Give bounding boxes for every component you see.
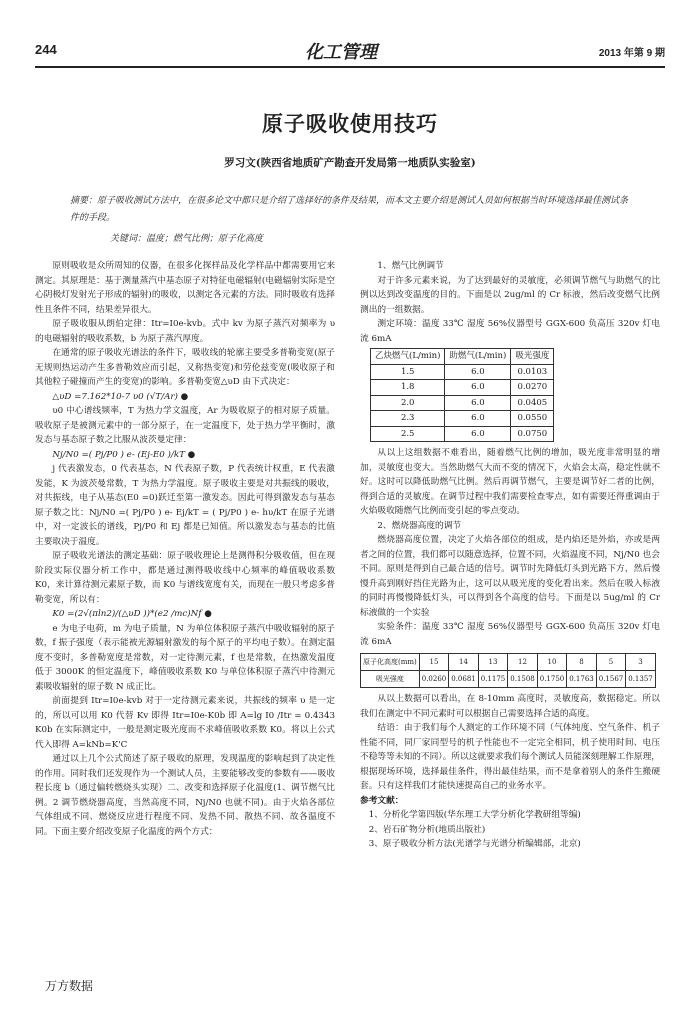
paragraph: 原则吸收是众所周知的仪器，在很多化探样品及化学样品中都需要用它来测定。其原理是：基于测量蒸汽中基态原子对特征电磁辐射(电磁辐射实际是空心阴极灯发射光子形成的辐射)的吸收，以测定各元素的方法。同时吸收有选择性且条件不同，结果差异很大。 [35, 261, 335, 315]
issue-label: 2013 年第 9 期 [598, 48, 665, 59]
left-column [35, 259, 335, 839]
table-cell: 6.0 [445, 380, 511, 396]
paragraph: 从以上数据可以看出，在 8-10mm 高度时，灵敏度高，数据稳定。所以我们在测定中不同元素时可以根据自己需要选择合适的高度。 [360, 694, 660, 719]
table-cell: 0.0750 [511, 426, 554, 442]
table-cell: 0.0103 [511, 364, 554, 380]
table-cell: 0.1750 [537, 671, 567, 688]
header-rule [35, 66, 665, 68]
right-column [360, 259, 660, 852]
paragraph: j 代表激发态，0 代表基态，N 代表原子数，P 代表统计权重，E 代表激发能，K 为波茨曼常数，T 为热力学温度。原子吸收主要是对共振线的吸收，对共振线，电子从基态(E0 =0)跃迁至第一激发态。因此可得到激发态与基态原子数之比：Nj/N0 =( Pj/P0 ) e- Ej/kT = ( Pj/P0 ) e- hυ/kT 在原子光谱中，对一定波长的谱线，Pj/P0 和 Ej 都是已知值。所以激发态与基态的比值主要取决于温度。 [35, 464, 335, 547]
formula-boltzmann: Nj/N0 =( Pj/P0 ) e- (Ej-E0 )/kT ● [52, 449, 196, 460]
references-list [360, 808, 660, 852]
formula-doppler: △υD =7.162*10-7 υ0 (√T/Ar) ● [52, 391, 189, 402]
table-cell: 2.3 [371, 411, 445, 427]
table-header-cell: 吸光强度 [511, 349, 554, 365]
paragraph: 对于许多元素来说，为了达到最好的灵敏度，必须调节燃气与助燃气的比例以达到改变温度的目的。下面是以 2ug/ml 的 Cr 标液，然后改变燃气比例测出的一组数据。 [360, 275, 660, 315]
article-title: 原子吸收使用技巧 [262, 111, 438, 136]
test-conditions: 测定环境：温度 33℃ 湿度 56%仪器型号 GGX-600 负高压 320v 灯电流 6mA [360, 319, 660, 344]
paragraph: 从以上这组数据不难看出，随着燃气比例的增加，吸光度非常明显的增加，灵敏度也变大。当然助燃气大而不变的情况下，火焰会太高，稳定性就不好。这时可以降低助燃气比例。然后再调节燃气，主要是调节好二者的比例，得到合适的灵敏度。在调节过程中我们需要检查零点，如有需要还得重调由于火焰吸收随燃气比例而变引起的零点变动。 [360, 448, 660, 516]
table-cell: 0.0405 [511, 395, 554, 411]
table-cell: 12 [508, 654, 538, 671]
table-header-row [371, 349, 554, 365]
keywords: 关键词：温度；燃气比例；原子化高度 [110, 234, 264, 244]
table-cell: 0.0260 [419, 671, 449, 688]
table-cell: 3 [626, 654, 656, 671]
page-header [35, 38, 665, 64]
table-cell: 6.0 [445, 364, 511, 380]
table-cell: 5 [596, 654, 626, 671]
table-cell: 13 [478, 654, 508, 671]
paragraph: 原子吸收光谱法的测定基础：原子吸收理论上是测得积分吸收值，但在现阶段实际仪器分析工作中，都是通过测得吸收线中心频率的峰值吸收系数 K0，来计算待测元素原子数，而 K0 与谱线宽度有关，而现在一般只考虑多普勒变宽，所以有： [35, 551, 335, 605]
formula-peak-absorption: K0 =(2√(πln2)/(△υD ))*(e2 /mc)Nf ● [52, 609, 212, 619]
paragraph: 前面提到 Itr=I0e-kvb 对于一定待测元素来说，共振线的频率 υ 是一定的，所以可以用 K0 代替 Kv 即得 Itr=I0e-K0b 即 A=lg I0 /Itr = 0.4343 K0b 在实际测定中，一般是测定吸光度而不求峰值吸收系数 K0。将以上公式代入即得 A=kNb=K'C [35, 696, 335, 750]
table-row [361, 654, 656, 671]
table-cell: 8 [567, 654, 597, 671]
paragraph: e 为电子电荷，m 为电子质量，N 为单位体积原子蒸汽中吸收辐射的原子数，f 振子强度（表示能被光源辐射激发的每个原子的平均电子数）。在测定温度不变时，多普勒宽度是常数，对一定待测元素，f 也是常数，在热激发温度低于 3000K 的恒定温度下，峰值吸收系数 K0 与单位体积原子蒸汽中待测元素吸收辐射的原子数 N 成正比。 [35, 623, 335, 692]
abstract: 摘要：原子吸收测试方法中，在很多论文中都只是介绍了选择好的条件及结果，而本文主要介绍是测试人员如何根据当时环境选择最佳测试条件的手段。 [70, 196, 629, 223]
paragraph: υ0 中心谱线频率，T 为热力学文温度，Ar 为吸收原子的相对原子质量。吸收原子是被测元素中的一部分原子，在一定温度下，处于热力学平衡时，激发态与基态原子数之比服从波茨曼定律： [35, 406, 335, 445]
section-heading: 1、燃气比例调节 [377, 261, 444, 271]
table-cell: 原子化高度(mm) [361, 654, 420, 671]
article-author: 罗习文(陕西省地质矿产勘查开发局第一地质队实验室) [224, 157, 476, 169]
table-cell: 10 [537, 654, 567, 671]
table-row [371, 395, 554, 411]
source-footer: 万方数据 [45, 979, 94, 993]
table-header-cell: 乙炔燃气(L/min) [371, 349, 445, 365]
page-number: 244 [35, 42, 57, 57]
table-cell: 0.1508 [508, 671, 538, 688]
table-cell: 0.1567 [596, 671, 626, 688]
table-row [371, 426, 554, 442]
journal-name: 化工管理 [305, 42, 377, 63]
table-cell: 2.0 [371, 395, 445, 411]
table-cell: 0.0681 [449, 671, 479, 688]
table-header-cell: 助燃气(L/min) [445, 349, 511, 365]
reference-item: 3、原子吸收分析方法(光谱学与光谱分析编辑部，北京) [368, 839, 581, 849]
table-cell: 0.0270 [511, 380, 554, 396]
conclusion: 结语：由于我们每个人测定的工作环境不同（气体纯度、空气条件、机子性能不同，同厂家同型号的机子性能也不一定完全相同，机子使用时间、电压不稳等等未知的不同）。所以这就要求我们每个测试人员能深刻理解工作原理，根据现场环境，选择最佳条件，得出最佳结果，而不是拿着别人的条件生搬硬套。只有这样我们才能快速提高自己的业务水平。 [360, 723, 660, 791]
paragraph: 在通常的原子吸收光谱法的条件下，吸收线的轮廓主要受多普勒变宽(原子无规则热运动产生多普勒效应而引起，又称热变宽)和劳伦兹变宽(吸收原子和其他粒子碰撞而产生的变宽)的影响。多普勒变宽△υD 由下式决定： [35, 348, 335, 387]
table-cell: 14 [449, 654, 479, 671]
table-cell: 6.0 [445, 411, 511, 427]
table-cell: 0.1357 [626, 671, 656, 688]
references-title: 参考文献： [360, 795, 404, 806]
table-cell: 0.1175 [478, 671, 508, 688]
test-conditions: 实验条件：温度 33℃ 湿度 56%仪器型号 GGX-600 负高压 320v 灯电流 6mA [360, 622, 660, 647]
paragraph: 燃烧器高度位置，决定了火焰各部位的组成，是内焰还是外焰，亦或是两者之间的位置，我们都可以随意选择，位置不同，火焰温度不同，Nj/N0 也会不同。原则是得到自己最合适的信号。调节时先降低灯头到光路下方，然后慢慢升高到刚好挡住光路为止，这可以从吸光度的变化看出来。然后在吸入标液的同时再慢慢降低灯头，可以得到各个高度的信号。下面是以 5ug/ml 的 Cr 标液做的一个实验 [360, 535, 660, 618]
table-cell: 6.0 [445, 395, 511, 411]
table-cell: 15 [419, 654, 449, 671]
table-cell: 0.1763 [567, 671, 597, 688]
table-cell: 1.5 [371, 364, 445, 380]
table-cell: 6.0 [445, 426, 511, 442]
paragraph: 通过以上几个公式简述了原子吸收的原理，发现温度的影响起到了决定性的作用。同时我们还发现作为一个测试人员，主要能够改变的参数有——吸收程长度 b（通过偏转燃烧头实现）二、改变和选择原子化温度(1、调节燃气比例。2 调节燃烧器高度，当然高度不同，Nj/N0 也就不同)。由于火焰各部位气体组成不同、燃烧反应进行程度不同、发热不同、散热不同、故各温度不同。下面主要介绍改变原子化温度的两个方式： [35, 754, 335, 837]
table-row [361, 671, 656, 688]
reference-item: 1、分析化学第四版(华东理工大学分析化学教研组等编) [368, 810, 581, 820]
table-cell: 1.8 [371, 380, 445, 396]
table-cell: 0.0550 [511, 411, 554, 427]
table-row [371, 411, 554, 427]
table-cell: 吸光强度 [361, 671, 420, 688]
table-row [371, 364, 554, 380]
gas-ratio-table [370, 348, 554, 442]
paragraph: 原子吸收服从朗伯定律：Itr=I0e-kvb。式中 kv 为原子蒸汽对频率为 υ 的电磁辐射的吸收系数，b 为原子蒸汽厚度。 [35, 319, 335, 344]
table-cell: 2.5 [371, 426, 445, 442]
table-row [371, 380, 554, 396]
section-heading: 2、燃烧器高度的调节 [377, 520, 462, 531]
reference-item: 2、岩石矿物分析(地质出版社) [368, 824, 486, 835]
burner-height-table [360, 653, 656, 688]
